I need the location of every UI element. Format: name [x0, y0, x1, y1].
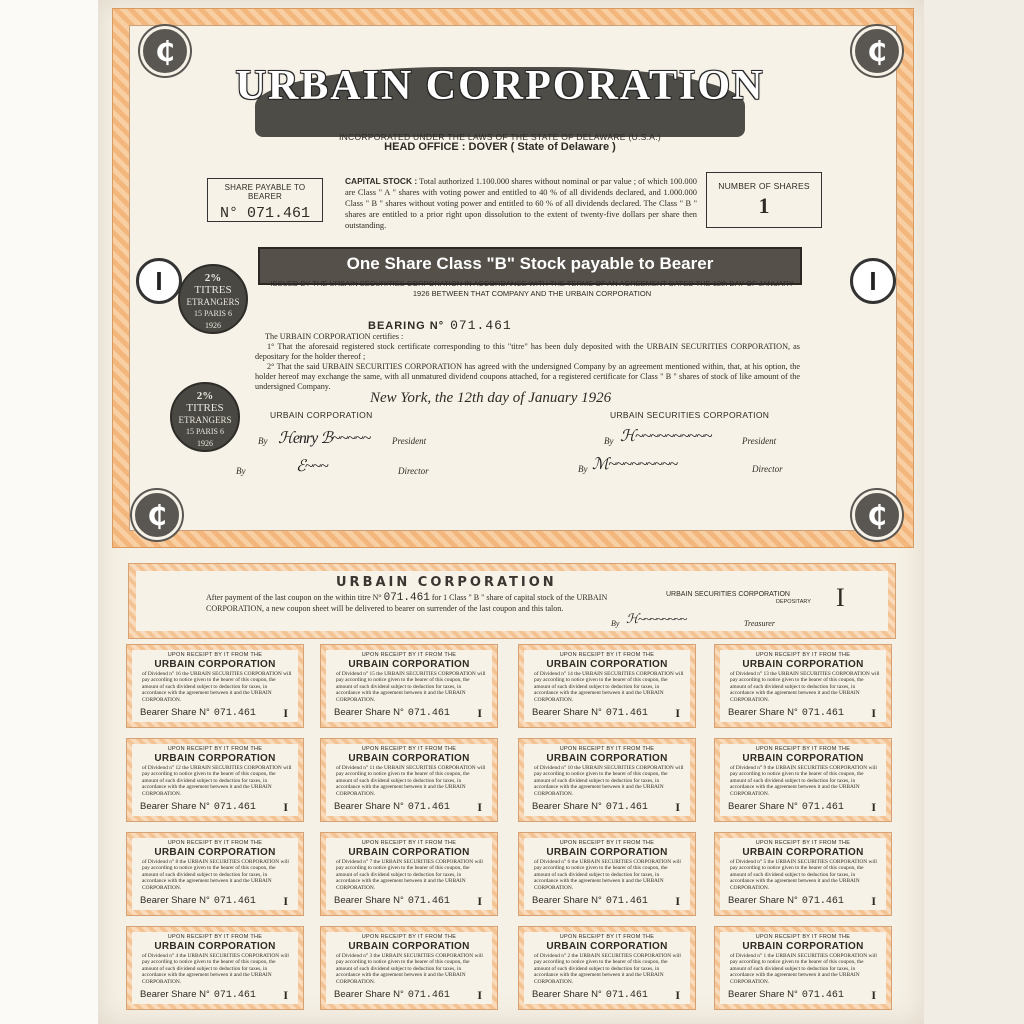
director-label: Director: [398, 466, 429, 476]
coupon-body-post: the URBAIN SECURITIES CORPORATION will pay according to notice given to the bearer of this coupon, the amount of such dividend subject to deduction for taxes, in accordance with the agreement between it and the URBAIN CORPORATION.: [142, 953, 289, 985]
coupon-bearer-line: [532, 801, 648, 813]
coupon-numeral: I: [675, 706, 680, 720]
dividend-coupon: [126, 738, 304, 822]
capital-stock-heading: CAPITAL STOCK :: [345, 176, 418, 186]
coupon-dividend-number: 10: [567, 765, 573, 771]
stamp-percent: 2%: [196, 390, 214, 402]
coupon-upon-text: UPON RECEIPT BY IT FROM THE: [167, 934, 263, 940]
coupon-upon-text: UPON RECEIPT BY IT FROM THE: [361, 746, 457, 752]
bearing-number: 071.461: [450, 318, 512, 333]
coupon-bearer-line: [140, 801, 256, 813]
roman-numeral-right: I: [850, 258, 896, 304]
coupon-body-post: the URBAIN SECURITIES CORPORATION will pay according to notice given to the bearer of this coupon, the amount of such dividend subject to deduction for taxes, in accordance with the agreement between it and the URBAIN CORPORATION.: [142, 765, 292, 797]
coupon-body-pre: of Dividend n°: [336, 671, 369, 677]
talon-treasurer: Treasurer: [744, 619, 775, 628]
coupon-body: [524, 650, 690, 722]
corner-monogram-icon: ₵: [852, 490, 902, 540]
coupon-bearer-label: Bearer Share N°: [334, 989, 404, 1000]
coupon-dividend-number: 6: [567, 859, 571, 865]
coupon-bearer-label: Bearer Share N°: [532, 707, 602, 718]
coupon-corp-name: URBAIN CORPORATION: [348, 847, 470, 858]
coupon-dividend-number: 9: [763, 765, 767, 771]
coupon-body: [524, 932, 690, 1004]
coupon-dividend-number: 7: [369, 859, 373, 865]
coupon-dividend-number: 2: [567, 953, 571, 959]
dividend-coupon: [518, 738, 696, 822]
talon: [128, 563, 896, 639]
coupon-numeral: I: [871, 894, 876, 908]
coupon-bearer-line: [334, 801, 450, 813]
coupon-dividend-number: 12: [175, 765, 181, 771]
talon-text-a: After payment of the last coupon on the within titre N°: [206, 593, 382, 602]
coupon-bearer-line: [532, 895, 648, 907]
coupon-body-pre: of Dividend n°: [730, 765, 763, 771]
coupon-corp-name: URBAIN CORPORATION: [742, 659, 864, 670]
coupon-body-pre: of Dividend n°: [534, 859, 567, 865]
coupon-upon-text: UPON RECEIPT BY IT FROM THE: [755, 934, 851, 940]
coupon-dividend-number: 8: [175, 859, 179, 865]
stamp-line1: TITRES: [194, 284, 232, 296]
date-line: New York, the 12th day of January 1926: [370, 390, 612, 406]
coupon-body: [326, 838, 492, 910]
coupon-body-post: the URBAIN SECURITIES CORPORATION will pay according to notice given to the bearer of this coupon, the amount of such dividend subject to deduction for taxes, in accordance with the agreement between it and the URBAIN CORPORATION.: [730, 765, 877, 797]
coupon-body-text: [534, 671, 684, 703]
coupon-share-number: 071.461: [213, 990, 256, 1001]
by-label: By: [236, 466, 246, 476]
coupon-share-number: 071.461: [801, 896, 844, 907]
background-margin: [0, 0, 98, 1024]
coupon-bearer-line: [532, 707, 648, 719]
stamp-line2: ETRANGERS: [178, 415, 232, 425]
coupon-body-pre: of Dividend n°: [730, 671, 763, 677]
head-office-line: HEAD OFFICE : DOVER ( State of Delaware ): [384, 141, 616, 153]
talon-number: 071.461: [383, 592, 430, 604]
number-of-shares-value: 1: [758, 193, 770, 218]
coupon-body-post: the URBAIN SECURITIES CORPORATION will pay according to notice given to the bearer of this coupon, the amount of such dividend subject to deduction for taxes, in accordance with the agreement between it and the URBAIN CORPORATION.: [336, 765, 486, 797]
coupon-body-post: the URBAIN SECURITIES CORPORATION will pay according to notice given to the bearer of this coupon, the amount of such dividend subject to deduction for taxes, in accordance with the agreement between it and the URBAIN CORPORATION.: [730, 953, 877, 985]
coupon-body-text: [336, 953, 486, 985]
coupon-body-post: the URBAIN SECURITIES CORPORATION will pay according to notice given to the bearer of this coupon, the amount of such dividend subject to deduction for taxes, in accordance with the agreement between it and the URBAIN CORPORATION.: [336, 671, 486, 703]
dividend-coupon: [126, 926, 304, 1010]
bearing-number-line: [368, 318, 512, 333]
coupon-body-post: the URBAIN SECURITIES CORPORATION will pay according to notice given to the bearer of this coupon, the amount of such dividend subject to deduction for taxes, in accordance with the agreement between it and the URBAIN CORPORATION.: [142, 859, 289, 891]
president-label: President: [742, 436, 777, 446]
coupon-body-post: the URBAIN SECURITIES CORPORATION will pay according to notice given to the bearer of this coupon, the amount of such dividend subject to deduction for taxes, in accordance with the agreement between it and the URBAIN CORPORATION.: [534, 671, 684, 703]
coupon-numeral: I: [871, 800, 876, 814]
coupon-bearer-line: [728, 707, 844, 719]
stamp-line1: TITRES: [186, 402, 224, 414]
coupon-dividend-number: 4: [175, 953, 179, 959]
dividend-coupon: [518, 926, 696, 1010]
coupon-dividend-number: 1: [763, 953, 767, 959]
coupon-body-text: [142, 953, 292, 985]
tax-stamp: [170, 382, 240, 452]
coupon-bearer-line: [334, 895, 450, 907]
talon-title: URBAIN CORPORATION: [336, 575, 557, 590]
share-number: N° 071.461: [219, 205, 310, 222]
coupon-numeral: I: [675, 988, 680, 1002]
coupon-numeral: I: [477, 894, 482, 908]
signature-president-right: ℋ~~~~~~~~~~: [620, 428, 712, 445]
coupon-body-text: [730, 953, 880, 985]
certification-text: [255, 332, 800, 392]
coupon-dividend-number: 11: [369, 765, 375, 771]
coupon-numeral: I: [283, 988, 288, 1002]
coupon-body: [524, 838, 690, 910]
signature-president-left: ℋenry ℬ~~~~~: [278, 430, 371, 447]
coupon-bearer-label: Bearer Share N°: [334, 801, 404, 812]
coupon-corp-name: URBAIN CORPORATION: [742, 847, 864, 858]
stamp-percent: 2%: [204, 272, 222, 284]
coupon-bearer-line: [532, 989, 648, 1001]
coupon-body-text: [336, 671, 486, 703]
coupon-share-number: 071.461: [605, 802, 648, 813]
coupon-numeral: I: [477, 800, 482, 814]
coupon-bearer-label: Bearer Share N°: [532, 989, 602, 1000]
coupon-share-number: 071.461: [407, 896, 450, 907]
stamp-left: 15: [194, 309, 203, 318]
stamp-left: 15: [186, 427, 195, 436]
coupon-share-number: 071.461: [605, 990, 648, 1001]
coupon-body-post: the URBAIN SECURITIES CORPORATION will pay according to notice given to the bearer of this coupon, the amount of such dividend subject to deduction for taxes, in accordance with the agreement between it and the URBAIN CORPORATION.: [534, 859, 681, 891]
talon-text: [206, 593, 636, 613]
coupon-body: [720, 650, 886, 722]
coupon-body-pre: of Dividend n°: [142, 765, 175, 771]
talon-numeral: I: [836, 583, 845, 612]
coupon-dividend-number: 14: [567, 671, 573, 677]
corner-monogram-icon: ₵: [852, 26, 902, 76]
dividend-coupon: [714, 738, 892, 822]
coupon-body-text: [534, 765, 684, 797]
coupon-share-number: 071.461: [213, 802, 256, 813]
coupon-numeral: I: [871, 988, 876, 1002]
coupon-bearer-line: [728, 989, 844, 1001]
company-title: URBAIN CORPORATION: [235, 63, 765, 109]
coupon-corp-name: URBAIN CORPORATION: [154, 847, 276, 858]
coupon-share-number: 071.461: [801, 708, 844, 719]
corner-monogram-icon: ₵: [140, 26, 190, 76]
coupon-upon-text: UPON RECEIPT BY IT FROM THE: [167, 746, 263, 752]
coupon-bearer-label: Bearer Share N°: [728, 707, 798, 718]
coupon-body: [720, 932, 886, 1004]
coupon-body: [326, 650, 492, 722]
coupon-dividend-number: 16: [175, 671, 181, 677]
coupon-bearer-label: Bearer Share N°: [728, 989, 798, 1000]
incorporation-line: INCORPORATED UNDER THE LAWS OF THE STATE OF DELAWARE (U.S.A.): [338, 132, 662, 142]
coupon-body-text: [336, 859, 486, 891]
coupon-body-pre: of Dividend n°: [142, 953, 175, 959]
coupon-bearer-label: Bearer Share N°: [728, 801, 798, 812]
coupon-body: [720, 744, 886, 816]
dividend-coupon: [320, 644, 498, 728]
coupon-corp-name: URBAIN CORPORATION: [348, 941, 470, 952]
corner-monogram-icon: ₵: [132, 490, 182, 540]
coupon-body: [132, 838, 298, 910]
coupon-body-text: [534, 953, 684, 985]
coupon-upon-text: UPON RECEIPT BY IT FROM THE: [361, 652, 457, 658]
tax-stamp: [178, 264, 248, 334]
certifies-intro: The URBAIN CORPORATION certifies :: [265, 332, 404, 341]
signature-director-right: ℳ~~~~~~~~~: [592, 456, 678, 473]
coupon-corp-name: URBAIN CORPORATION: [546, 847, 668, 858]
coupon-share-number: 071.461: [407, 802, 450, 813]
certifies-clause-1: 1° That the aforesaid registered stock certificate corresponding to this "titre" has been duly deposited with the URBAIN SECURITIES CORPORATION, as depositary for the holder thereof ;: [255, 342, 800, 361]
stamp-year: 1926: [197, 439, 213, 448]
coupon-bearer-line: [334, 989, 450, 1001]
coupon-numeral: I: [283, 894, 288, 908]
coupon-corp-name: URBAIN CORPORATION: [742, 753, 864, 764]
dividend-coupon: [320, 738, 498, 822]
coupon-bearer-line: [140, 707, 256, 719]
title-banner: [235, 22, 765, 132]
coupon-body-text: [142, 765, 292, 797]
coupon-dividend-number: 5: [763, 859, 767, 865]
coupon-body-pre: of Dividend n°: [336, 859, 369, 865]
coupon-body: [132, 932, 298, 1004]
stamp-right: 6: [227, 309, 232, 318]
coupon-share-number: 071.461: [801, 802, 844, 813]
coupon-body-text: [534, 859, 684, 891]
coupon-bearer-line: [140, 989, 256, 1001]
coupon-upon-text: UPON RECEIPT BY IT FROM THE: [559, 840, 655, 846]
talon-depositary-label: DEPOSITARY: [776, 599, 811, 605]
coupon-body-post: the URBAIN SECURITIES CORPORATION will pay according to notice given to the bearer of this coupon, the amount of such dividend subject to deduction for taxes, in accordance with the agreement between it and the URBAIN CORPORATION.: [142, 671, 292, 703]
coupon-bearer-label: Bearer Share N°: [140, 895, 210, 906]
coupon-upon-text: UPON RECEIPT BY IT FROM THE: [167, 652, 263, 658]
coupon-body-post: the URBAIN SECURITIES CORPORATION will pay according to notice given to the bearer of this coupon, the amount of such dividend subject to deduction for taxes, in accordance with the agreement between it and the URBAIN CORPORATION.: [730, 671, 880, 703]
coupon-numeral: I: [871, 706, 876, 720]
coupon-body: [132, 650, 298, 722]
coupon-upon-text: UPON RECEIPT BY IT FROM THE: [361, 934, 457, 940]
coupon-numeral: I: [283, 800, 288, 814]
stamp-mid: PARIS: [196, 427, 218, 436]
coupon-bearer-label: Bearer Share N°: [728, 895, 798, 906]
dividend-coupon: [320, 926, 498, 1010]
coupon-dividend-number: 15: [369, 671, 375, 677]
dividend-coupon: [126, 644, 304, 728]
coupon-body-post: the URBAIN SECURITIES CORPORATION will pay according to notice given to the bearer of this coupon, the amount of such dividend subject to deduction for taxes, in accordance with the agreement between it and the URBAIN CORPORATION.: [336, 953, 483, 985]
coupon-numeral: I: [675, 894, 680, 908]
coupon-bearer-label: Bearer Share N°: [532, 801, 602, 812]
coupon-upon-text: UPON RECEIPT BY IT FROM THE: [167, 840, 263, 846]
coupon-dividend-number: 13: [763, 671, 769, 677]
coupon-body: [326, 744, 492, 816]
coupon-numeral: I: [675, 800, 680, 814]
dividend-coupon: [126, 832, 304, 916]
coupon-numeral: I: [477, 706, 482, 720]
talon-body: [136, 571, 888, 631]
coupon-body-pre: of Dividend n°: [142, 859, 175, 865]
coupon-body-text: [336, 765, 486, 797]
dividend-coupon: [518, 832, 696, 916]
coupon-corp-name: URBAIN CORPORATION: [154, 753, 276, 764]
coupon-corp-name: URBAIN CORPORATION: [742, 941, 864, 952]
coupon-corp-name: URBAIN CORPORATION: [546, 753, 668, 764]
coupon-bearer-line: [140, 895, 256, 907]
talon-by: By: [611, 619, 620, 628]
coupon-upon-text: UPON RECEIPT BY IT FROM THE: [559, 746, 655, 752]
dividend-coupon: [714, 832, 892, 916]
coupon-share-number: 071.461: [605, 896, 648, 907]
capital-stock-paragraph: [345, 176, 697, 231]
coupon-numeral: I: [283, 706, 288, 720]
by-label: By: [578, 464, 588, 474]
coupon-corp-name: URBAIN CORPORATION: [348, 659, 470, 670]
coupon-bearer-line: [334, 707, 450, 719]
coupon-share-number: 071.461: [407, 708, 450, 719]
director-label: Director: [752, 464, 783, 474]
coupon-upon-text: UPON RECEIPT BY IT FROM THE: [755, 652, 851, 658]
issued-by-text: ISSUED BY THE URBAIN SECURITIES CORPORATION IN ACCORDANCE WITH THE TERMS OF AN AGREEMENT DATED THE 12th DAY OF JANUARY 1926 BETWEEN THAT COMPANY AND THE URBAIN CORPORATION: [270, 279, 794, 298]
coupon-body-text: [730, 671, 880, 703]
stamp-line2: ETRANGERS: [186, 297, 240, 307]
certifies-clause-2: 2° That the said URBAIN SECURITIES CORPORATION has agreed with the undersigned Company by an agreement mentioned within, that, at his option, the holder hereof may exchange the same, with all unmatured dividend coupons attached, for a registered certificate for Class " B " shares of stock of like amount of the undersigned Company.: [255, 362, 800, 391]
roman-numeral-left: I: [136, 258, 182, 304]
coupon-body-pre: of Dividend n°: [336, 765, 369, 771]
signature-director-left: ℰ~~~: [296, 458, 328, 475]
coupon-body-text: [730, 765, 880, 797]
coupon-share-number: 071.461: [213, 896, 256, 907]
coupon-body-text: [142, 859, 292, 891]
coupon-bearer-line: [728, 895, 844, 907]
coupon-upon-text: UPON RECEIPT BY IT FROM THE: [559, 934, 655, 940]
number-of-shares-label: NUMBER OF SHARES: [718, 181, 810, 191]
share-payable-label: SHARE PAYABLE TO BEARER: [224, 183, 306, 201]
coupon-upon-text: UPON RECEIPT BY IT FROM THE: [361, 840, 457, 846]
coupon-corp-name: URBAIN CORPORATION: [154, 941, 276, 952]
coupon-share-number: 071.461: [605, 708, 648, 719]
coupon-body-post: the URBAIN SECURITIES CORPORATION will pay according to notice given to the bearer of this coupon, the amount of such dividend subject to deduction for taxes, in accordance with the agreement between it and the URBAIN CORPORATION.: [730, 859, 877, 891]
coupon-numeral: I: [477, 988, 482, 1002]
coupon-share-number: 071.461: [407, 990, 450, 1001]
left-corporation-name: URBAIN CORPORATION: [270, 410, 373, 420]
coupon-body-text: [730, 859, 880, 891]
dividend-coupon: [518, 644, 696, 728]
dividend-coupon: [714, 644, 892, 728]
number-of-shares-box: [706, 172, 822, 228]
coupon-body: [524, 744, 690, 816]
by-label: By: [604, 436, 614, 446]
dividend-coupon: [320, 832, 498, 916]
coupon-body-post: the URBAIN SECURITIES CORPORATION will pay according to notice given to the bearer of this coupon, the amount of such dividend subject to deduction for taxes, in accordance with the agreement between it and the URBAIN CORPORATION.: [336, 859, 483, 891]
stamp-mid: PARIS: [204, 309, 226, 318]
talon-text-b: for 1 Class " B " share of capital stock of the URBAIN CORPORATION, a new coupon sheet will be delivered to bearer on surrender of the last coupon and this talon.: [206, 593, 608, 613]
coupon-bearer-label: Bearer Share N°: [334, 895, 404, 906]
coupon-share-number: 071.461: [801, 990, 844, 1001]
coupon-bearer-label: Bearer Share N°: [140, 801, 210, 812]
coupon-body-post: the URBAIN SECURITIES CORPORATION will pay according to notice given to the bearer of this coupon, the amount of such dividend subject to deduction for taxes, in accordance with the agreement between it and the URBAIN CORPORATION.: [534, 765, 684, 797]
coupon-body-pre: of Dividend n°: [534, 953, 567, 959]
coupon-corp-name: URBAIN CORPORATION: [546, 659, 668, 670]
coupon-bearer-label: Bearer Share N°: [140, 989, 210, 1000]
coupon-corp-name: URBAIN CORPORATION: [348, 753, 470, 764]
capital-stock-text: Total authorized 1.100.000 shares without nominal or par value ; of which 100.000 are Class " A " shares with voting power and entitled to 40 % of all dividends declared, and 1.000.000 Class " B " shares without voting power and entitled to 60 % of all dividends declared. The Class " B " shares are entitled to a prior right upon dissolution to the extent of twenty-five dollars per share then outstanding.: [345, 177, 697, 230]
coupon-body-pre: of Dividend n°: [534, 671, 567, 677]
coupon-dividend-number: 3: [369, 953, 373, 959]
coupon-body-pre: of Dividend n°: [730, 953, 763, 959]
coupon-body-post: the URBAIN SECURITIES CORPORATION will pay according to notice given to the bearer of this coupon, the amount of such dividend subject to deduction for taxes, in accordance with the agreement between it and the URBAIN CORPORATION.: [534, 953, 681, 985]
coupon-body-text: [142, 671, 292, 703]
coupon-body-pre: of Dividend n°: [534, 765, 567, 771]
coupon-body: [326, 932, 492, 1004]
coupon-corp-name: URBAIN CORPORATION: [154, 659, 276, 670]
coupon-body: [720, 838, 886, 910]
stamp-year: 1926: [205, 321, 221, 330]
coupon-corp-name: URBAIN CORPORATION: [546, 941, 668, 952]
coupon-bearer-line: [728, 801, 844, 813]
stamp-right: 6: [219, 427, 224, 436]
president-label: President: [392, 436, 427, 446]
bearing-label: BEARING N°: [368, 320, 445, 332]
right-corporation-name: URBAIN SECURITIES CORPORATION: [610, 410, 770, 420]
coupon-upon-text: UPON RECEIPT BY IT FROM THE: [755, 746, 851, 752]
coupon-body: [132, 744, 298, 816]
coupon-bearer-label: Bearer Share N°: [140, 707, 210, 718]
coupon-bearer-label: Bearer Share N°: [334, 707, 404, 718]
dividend-coupon: [714, 926, 892, 1010]
share-class-title: One Share Class "B" Stock payable to Bearer: [346, 254, 714, 273]
coupon-upon-text: UPON RECEIPT BY IT FROM THE: [755, 840, 851, 846]
talon-signature: ℋ~~~~~~~~: [626, 611, 687, 626]
coupon-share-number: 071.461: [213, 708, 256, 719]
coupon-body-pre: of Dividend n°: [336, 953, 369, 959]
talon-depositary: URBAIN SECURITIES CORPORATION: [666, 591, 790, 598]
share-number-box: [207, 178, 323, 222]
coupon-upon-text: UPON RECEIPT BY IT FROM THE: [559, 652, 655, 658]
coupon-body-pre: of Dividend n°: [730, 859, 763, 865]
by-label: By: [258, 436, 268, 446]
coupon-bearer-label: Bearer Share N°: [532, 895, 602, 906]
coupon-body-pre: of Dividend n°: [142, 671, 175, 677]
